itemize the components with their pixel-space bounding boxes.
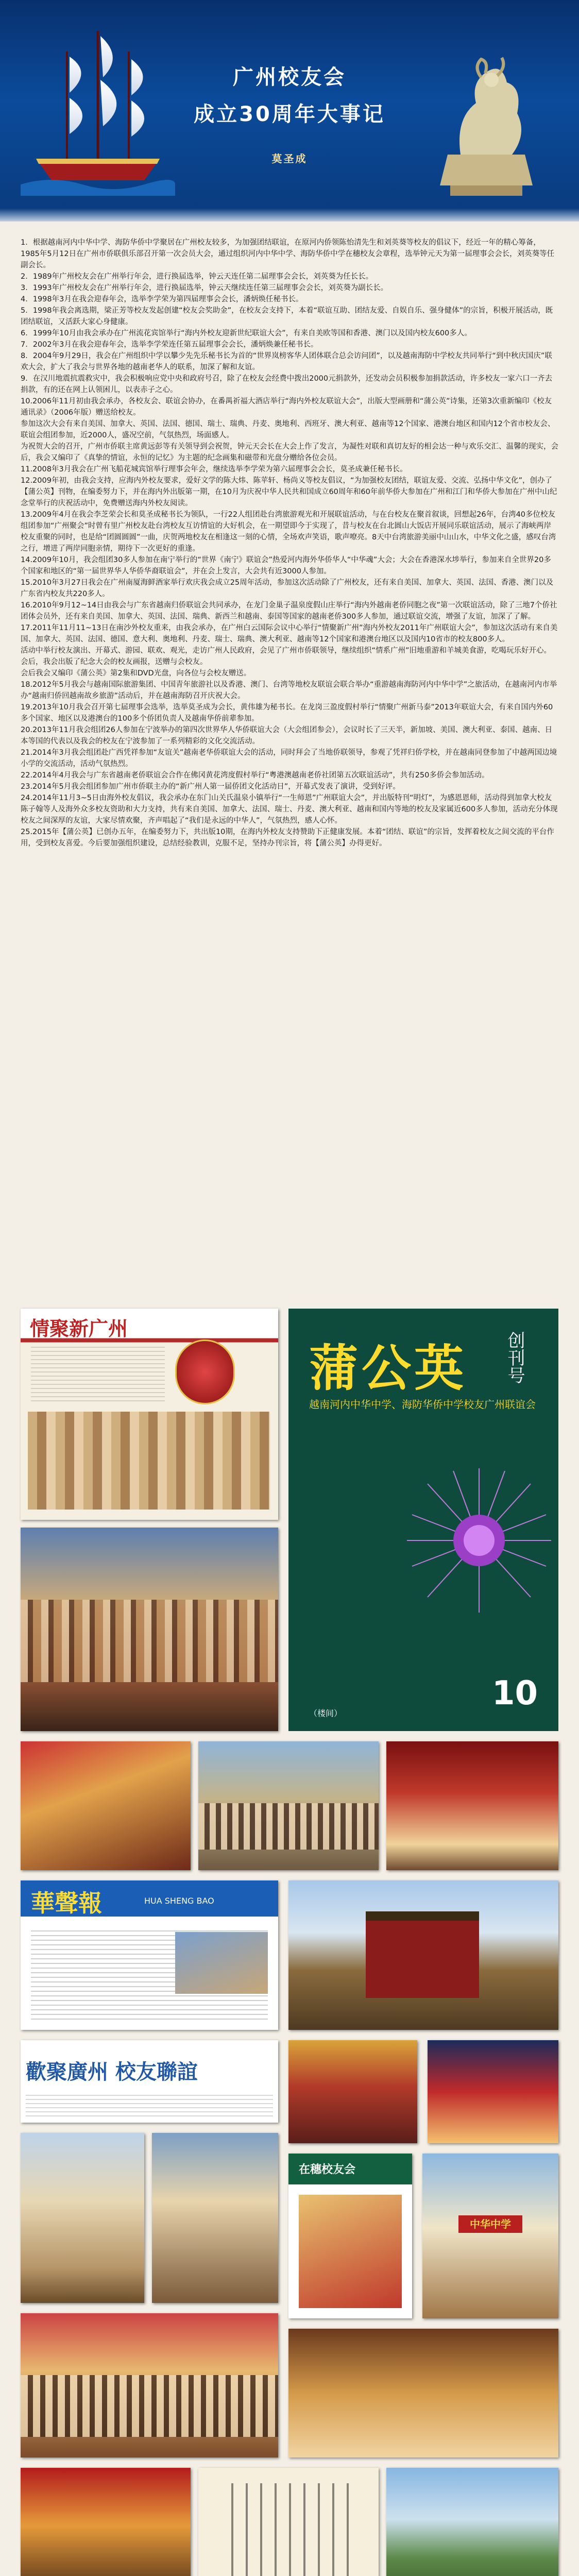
- chronicle-paragraph: 为祝贺大会的召开，广州市侨联主席黄远彭等有关领导到会祝贺，钟元天会长在大会上作了发言，为凝性对联和真切友好的相会达一种与欢乐交汇、温馨的现实，会后，我会又编印了《真挚的情谊，永恒的记忆》为主题的纪念画集和磁带和光盘分赠给各位会员。: [21, 443, 558, 462]
- temple-gate-photo: [288, 1880, 558, 2030]
- chronicle-paragraph: 7．2002年3月在我会迎春年会，选举李学荣连任第五届理事会会长，潘炳焕兼任秘书长。: [21, 341, 318, 349]
- chronicle-paragraph: 13.2009年4月在我会李芝荣会长和莫圣成秘书长为领队，一行22人组团赴台湾旅游观光和开展联谊活动，与在台校友在聚首叙谈，回想起26年，台湾40多位校友组团参加“广州聚会”时曾有里广州校友赴台湾校友互访情谊的大好机会，在一期望即今于实现了，昔与校友在台北圆山大饭店开展同乐联谊活动，展示了海峡两岸校友重聚的同时，也是给“团圆圆圆”一曲，庆贺两地校友在相逢这一刻的心情，全场欢声笑语，歌声嘹亮。8天中台湾旅游美丽中山山水，中华文化之盛，感叹台湾之行，增进了两岸同胞亲情，期待下一次更好的重逢。: [21, 511, 556, 553]
- magazine-cover-small: [288, 2154, 412, 2318]
- chronicle-paragraph: 23.2014年5月我会组团参加广州市侨联主办的“新广州人第一届侨团文化活动日”，开幕式发表了演讲，受到好评。: [21, 783, 400, 791]
- chronicle-paragraph: 10.2006年11月初由我会承办，各校友会、联谊会协办，在番禺祈福大酒店举行“海内外校友联谊大会”，出版大型画册和“蒲公英”诗集，还第3次重新编印《校友通讯录》（2006年版）赠送给校友。: [21, 397, 552, 417]
- banquet-hall-photo: [288, 2040, 417, 2143]
- chronicle-paragraph: 21.2014年3月我会组团赴广西凭祥参加“友谊关”越南老华侨联谊大会的活动，同时拜会了当地侨联领导，参观了凭祥归侨学校，并在越南同登参加了中越两国边境小学的交流活动，活动气氛热烈。: [21, 749, 557, 768]
- chronicle-paragraph: 22.2014年4月我会与广东省越南老侨联谊会合作在佛冈黄花湾度假村举行“粤港澳越南老侨社团第五次联谊活动”，共有250多侨会参加活动。: [21, 771, 489, 779]
- chronicle-paragraph: 15.2010年3月27日我会在广州南厦海鲜酒家举行欢庆我会成立25周年活动，参加这次活动除了广州校友，还有来自美国、加拿大、英国、法国、香港、澳门以及广东省内校友共220多人。: [21, 579, 554, 598]
- group-photo-outdoor: [198, 1741, 379, 1870]
- chronicle-text: [21, 237, 558, 849]
- chronicle-paragraph: 6．1999年10月由我会承办在广州流花宾馆举行“海内外校友迎新世纪联谊大会”，有来自美欧等国和香港、澳门以及国内校友600多人。: [21, 329, 472, 337]
- huasheng-subtitle: HUA SHENG BAO: [144, 1896, 214, 1906]
- chronicle-paragraph: 18.2012年5月我会与越南国际旅游集团、中国青年旅游社以及香港、澳门、台湾等地校友联谊会联合举办“重游越南海防河内中华中学”之旅活动，在越南河内市举办“越南归侨回越南故乡旅游”活动后，并在越南海防召开庆祝大会。: [21, 681, 557, 700]
- chronicle-paragraph: 活动中举行校友演出、开幕式、游园、联欢、观光，走访广州人民政府，会见了广州市侨联领导，继续组织“情系广州”旧地重游和羊城美食游，吃喝玩乐好开心。会后，我会出版了纪念大会的校友画报，送赠与会校友。: [21, 647, 552, 666]
- school-sign: 中华中学: [458, 2215, 522, 2233]
- group-photo-reunion: [21, 2313, 278, 2458]
- memorial-gate-photo: [21, 2133, 144, 2303]
- chronicle-paragraph: 16.2010年9月12~14日由我会与广东省越南归侨联谊会共同承办，在龙门金巢子温泉度假山庄举行“海内外越南老侨同胞之夜”第一次联谊活动，除了三地7个侨社团体会员外，还有来自美国、加拿大、英国、法国、瑞典、新西兰和越南、泰国等国家的越南老侨300多人参加，通过联谊交流，增强了友谊，加深了了解。: [21, 601, 557, 621]
- emblem-icon: [175, 1340, 235, 1404]
- cover-caption: （楼间）: [309, 1708, 343, 1718]
- cover-subtitle: 越南河内中华中学、海防华侨中学校友广州联谊会: [309, 1398, 536, 1411]
- welcome-banner-text: 歡聚廣州 校友聯誼: [26, 2060, 198, 2084]
- magazine-label: 在穗校友会: [299, 2163, 356, 2176]
- huasheng-newspaper: [21, 1880, 278, 2030]
- chronicle-paragraph: 参加这次大会有来自美国、加拿大、英国、法国、德国、瑞士、瑞典、丹麦、奥地利、西班牙、澳大利亚、越南等12个国家、港澳台地区和国内12个省市校友会、联谊会组团参加，近2000人，盛况空前，气氛热烈，场面感人。: [21, 420, 555, 439]
- group-photo-banquet: [21, 1528, 278, 1731]
- event-stage-photo: [21, 1741, 191, 1870]
- newspaper-title: 情聚新广州: [30, 1317, 128, 1340]
- group-photo: [28, 1412, 270, 1510]
- page-subtitle: 成立30周年大事记: [194, 103, 385, 126]
- page-title: 广州校友会: [233, 65, 346, 89]
- sightseeing-photo: [386, 2468, 558, 2576]
- newspaper-photo: [21, 1309, 278, 1520]
- chronicle-paragraph: 4．1998年3月在我会迎春年会，选举李学荣为第四届理事会会长，潘炳焕任秘书长。: [21, 295, 303, 303]
- cover-issue-number: 10: [491, 1674, 538, 1713]
- five-rams-statue-icon: [419, 31, 553, 201]
- chronicle-paragraph: 2．1989年广州校友会在广州举行年会，进行换届选举，钟云天连任第二届理事会会长，刘英葵为任长长。: [21, 273, 373, 281]
- chronicle-paragraph: 1．根据越南河内中华中学、海防华侨中学聚居在广州校友较多，为加强团结联谊，在原河内侨领陈怡清先生和刘英葵等校友的倡议下，经近一年的精心筹备，1985年5月12日在广州市侨联俱乐部召开第一次会员大会，通过组织河内中华中学、海防华侨中学在穗校友会章程，选举钟元天为第一届理事会会长，刘英葵等任副会长。: [21, 239, 555, 269]
- huasheng-title: 華聲報: [31, 1889, 102, 1917]
- chronicle-paragraph: 25.2015年【蒲公英】已创办五年，在编委努力下，共出版10期，在海内外校友支持赞助下正健康发展。本着“团结、联谊”的宗旨，发挥着校友之间交流的平台作用，受到校友喜爱。今后要加强组织建设，总结经验教训，克服不足，坚持办刊宗旨，将【蒲公英】办得更好。: [21, 828, 554, 848]
- photo-collage: [21, 1309, 558, 2576]
- cover-side-label: 创刊号: [504, 1331, 525, 1384]
- stage-performance-photo: [428, 2040, 558, 2143]
- chronicle-paragraph: 3．1993年广州校友会在广州举行年会，进行换届选举，钟云天继续连任第三届理事会会长，刘英葵为副长长。: [21, 284, 388, 292]
- chronicle-paragraph: 17.2011年11月11~13日在南沙外校友重来，由我会承办，在广州白云国际会议中心举行“情聚新广州”海内外校友2011年广州联谊大会”，参加这次活动有来自美国、加拿大、英国、法国、德国、意大利、奥地利、丹麦、瑞士、瑞典、澳大利亚、越南等12个国家和港澳台地区以及国内10省市的校友800多人。: [21, 624, 558, 643]
- school-building-photo: [422, 2154, 558, 2318]
- chronicle-paragraph: 24.2014年11月3~5日由海外校友倡议，我会承办在东门山关氏温泉小镇举行“一生师恩”广州联谊大会”，并出版特刊“明灯”，为感恩恩师，活动得到加拿大校友陈子翰等人及海外众多校友资助和大力支持，共有来自美国、加拿大、法国、瑞士、丹麦、澳大利亚、越南和国内等地的校友及家属近600多人参加，活动充分体现校友之间深厚的友谊，大家尽情欢聚，齐声唱起了“我们是永远的中华人”，气氛热烈，感人心怀。: [21, 794, 558, 825]
- header-banner: [0, 0, 579, 222]
- magazine-cover: [288, 1309, 558, 1731]
- chronicle-paragraph: 8．2004年9月29日，我会在广州组织中学以攀少先先乐秘书长为首的“世界岚榜客华人团体联合总会访问团”，以及越南海防中学校友共同举行“到中秋庆国庆”联欢大会，扩大了我会与世界各地的越南老华人的联系，加深了解和友谊。: [21, 352, 552, 371]
- chronicle-paragraph: 5．1998年我会离选期，梁正芳等校友发起创建“校友会奖助金”，在校友会支持下，本着“联谊互助、团结友爱、自娱自乐、强身健体”的宗旨，积极开展活动，既团结联谊，又活跃大家心身健康。: [21, 307, 553, 326]
- ceremony-photo: [21, 2468, 191, 2576]
- chronicle-paragraph: 20.2013年11月我会组团26人参加在宁波举办的第四次世界华人华侨联谊大会（大会组团参会），会议时长了三天半，新加坡、美国、澳大利亚、泰国、越南、日本等国的代表以及我会的校友在宁波参加了一系列精彩的文化交流活动。: [21, 726, 553, 745]
- dandelion-flower-icon: [402, 1463, 556, 1618]
- chronicle-paragraph: 12.2009年初，由我会支持，应海内外校友要求，爱好文学的陈大炜、陈苹轩、杨尚义等校友倡议，“为加强校友团结，联谊友爱、交流、弘扬中华文化”，创办了【蒲公英】刊物，在编委努力下，并在海内外出版第一期，在10月为庆祝中华人民共和国成立60周年和60年前华侨大参加在广州和江门和华侨大参加在广州中山纪念堂举行的庆祝活动中，免费赠送海内外校友阅读。: [21, 477, 557, 507]
- dinner-party-photo: [288, 2329, 558, 2458]
- chronicle-paragraph: 19.2013年10月我会召开第七届理事会选举，选举莫圣成为会长，黄伟雄为秘书长。在龙岗三盈度假村举行“情聚广州新马泰”2013年联谊大会，有来自国内外60多个国家、地区以及港澳台的100多个侨团负责人及越南华侨前辈参加。: [21, 703, 553, 723]
- newspaper-text-lines: [31, 1345, 165, 1401]
- group-photo-stage: [386, 1741, 558, 1870]
- chronicle-paragraph: 11.2008年3月我会在广州飞船花城宾馆举行理事会年会，继续选举李学荣为第六届理事会会长，莫圣成兼任秘书长。: [21, 465, 407, 473]
- welcome-banner-photo: [21, 2040, 278, 2123]
- cover-title: 蒲公英: [309, 1339, 467, 1397]
- chronicle-paragraph: 14.2009年10月，我会组团30多人参加在南宁举行的“世界《南宁》联谊会”热爱河内海外华侨华人“中华魂”大会；大会在香港深水埗举行，参加来自全世界20多个国家和地区的“第一届世界华人华侨华裔联谊会”，并在会上发言，大会共有近3000人参加。: [21, 556, 551, 575]
- chronicle-paragraph: 会后我会又编印《蒲公英》第2集和DVD光盘，向各位与会校友赠送。: [21, 669, 251, 677]
- group-photo-steps: [152, 2133, 278, 2303]
- header-divider: [0, 208, 579, 222]
- chronicle-paragraph: 9．在汉川地震抗震救灾中，我会积极响应党中央和政府号召，除了在校友会经费中拨出2000元捐款外，还发动会员积极参加捐款活动，许多校友一家六口一齐去捐款，有的还在网上认领困儿，以表赤子之心。: [21, 375, 553, 394]
- author-name: 莫圣成: [271, 152, 308, 165]
- calligraphy-photo: [198, 2468, 379, 2576]
